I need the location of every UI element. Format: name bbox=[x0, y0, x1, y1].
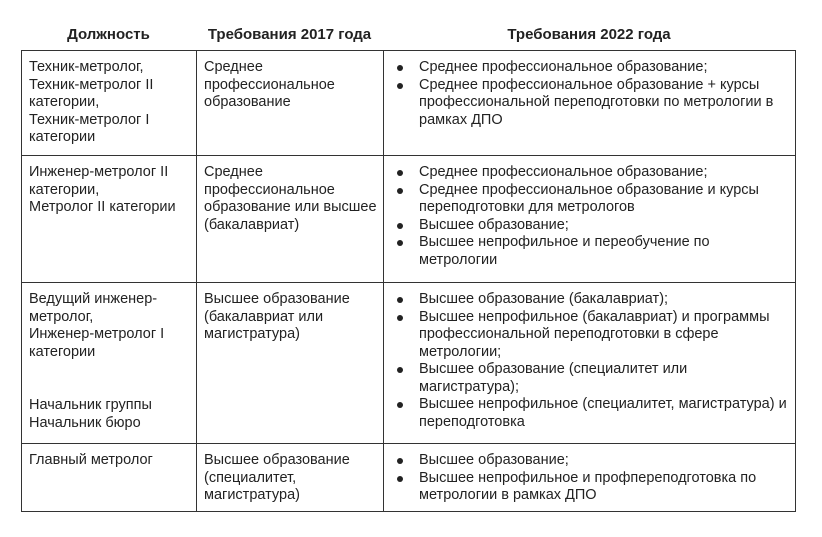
req-2022-cell bbox=[384, 156, 796, 283]
req-2022-list bbox=[391, 452, 789, 505]
table-row bbox=[22, 444, 796, 512]
position-line: Техник-метролог I категории bbox=[29, 111, 150, 145]
position-line: Метролог II категории bbox=[29, 199, 176, 215]
table-header bbox=[21, 18, 795, 50]
header-requirements-2017: Требования 2017 года bbox=[207, 25, 372, 43]
req-2017-cell: Высшее образование (бакалавриат или магистратура) bbox=[197, 283, 384, 444]
header-requirements-2022: Требования 2022 года bbox=[507, 25, 671, 43]
req-2017-cell: Высшее образование (специалитет, магистратура) bbox=[197, 444, 384, 512]
table-row bbox=[22, 156, 796, 283]
list-item: Высшее непрофильное и переобучение по метрологии bbox=[391, 234, 789, 269]
header-position: Должность bbox=[67, 25, 150, 43]
table-row bbox=[22, 283, 796, 444]
list-item: Высшее образование; bbox=[391, 217, 789, 235]
position-cell bbox=[22, 444, 197, 512]
req-2022-cell bbox=[384, 51, 796, 156]
requirements-table bbox=[21, 50, 796, 512]
req-2022-cell bbox=[384, 444, 796, 512]
req-2022-list bbox=[391, 59, 789, 129]
position-line: Ведущий инженер-метролог, bbox=[29, 291, 158, 325]
list-item: Среднее профессиональное образование; bbox=[391, 164, 789, 182]
position-extra bbox=[29, 397, 190, 432]
position-cell bbox=[22, 283, 197, 444]
position-line: Техник-метролог, bbox=[29, 59, 144, 75]
list-item: Высшее образование (специалитет или магистратура); bbox=[391, 361, 789, 396]
req-2022-cell bbox=[384, 283, 796, 444]
position-line: Начальник группы bbox=[29, 397, 152, 413]
req-2022-list bbox=[391, 164, 789, 269]
table-row bbox=[22, 51, 796, 156]
position-line: Инженер-метролог I категории bbox=[29, 326, 165, 360]
position-line: Инженер-метролог II категории, bbox=[29, 164, 169, 198]
req-2022-list bbox=[391, 291, 789, 431]
position-line: Начальник бюро bbox=[29, 414, 141, 431]
list-item: Высшее непрофильное (специалитет, магистратура) и переподготовка bbox=[391, 396, 789, 431]
list-item: Среднее профессиональное образование + курсы профессиональной переподготовки по метрологии в рамках ДПО bbox=[391, 77, 789, 130]
list-item: Высшее непрофильное (бакалавриат) и программы профессиональной переподготовки в сфере метрологии; bbox=[391, 309, 789, 362]
list-item: Среднее профессиональное образование; bbox=[391, 59, 789, 77]
req-2017-cell: Среднее профессиональное образование bbox=[197, 51, 384, 156]
position-line: Главный метролог bbox=[29, 452, 153, 468]
list-item: Высшее непрофильное и профпереподготовка по метрологии в рамках ДПО bbox=[391, 470, 789, 505]
position-cell bbox=[22, 156, 197, 283]
position-line: Техник-метролог II категории, bbox=[29, 76, 154, 110]
requirements-document bbox=[21, 18, 795, 512]
list-item: Высшее образование (бакалавриат); bbox=[391, 291, 789, 309]
position-cell bbox=[22, 51, 197, 156]
req-2017-cell: Среднее профессиональное образование или высшее (бакалавриат) bbox=[197, 156, 384, 283]
list-item: Высшее образование; bbox=[391, 452, 789, 470]
list-item: Среднее профессиональное образование и курсы переподготовки для метрологов bbox=[391, 182, 789, 217]
